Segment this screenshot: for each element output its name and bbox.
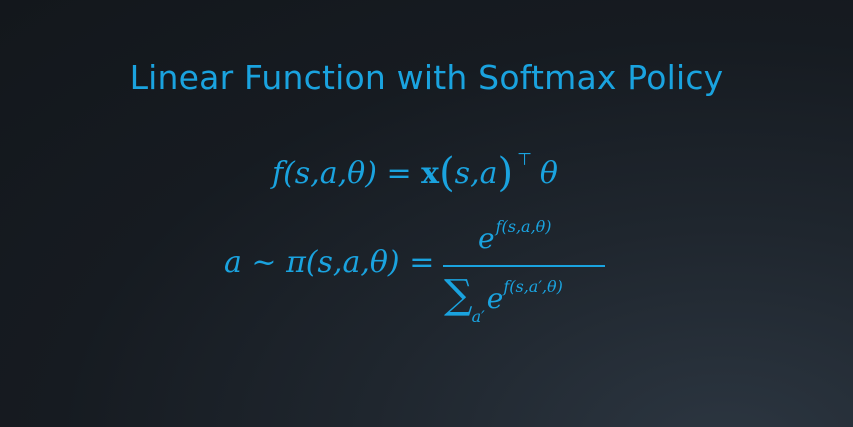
eq1-args: s,a — [454, 156, 498, 191]
eq2-lhs: a ~ π(s,a,θ) — [224, 245, 400, 280]
softmax-numerator — [478, 217, 552, 255]
eq1-equals: = — [386, 156, 412, 191]
equation-softmax-lhs — [224, 245, 434, 280]
eq1-theta: θ — [539, 156, 558, 191]
sum-subscript: a′ — [471, 307, 485, 326]
eq1-lhs: f(s,a,θ) — [272, 156, 377, 191]
eq1-feature-vector: x — [421, 156, 440, 191]
eq1-transpose: ⊤ — [517, 150, 532, 170]
slide-title: Linear Function with Softmax Policy — [129, 58, 724, 97]
denominator-base: e — [486, 282, 504, 315]
sum-symbol: ∑ — [444, 272, 473, 318]
softmax-denominator — [444, 272, 563, 326]
fraction-bar — [443, 265, 605, 267]
equation-linear-function — [272, 147, 558, 196]
denominator-exponent: f(s,a′,θ) — [503, 277, 563, 296]
numerator-exponent: f(s,a,θ) — [495, 217, 552, 236]
numerator-base: e — [478, 222, 495, 255]
softmax-fraction — [440, 210, 605, 325]
eq1-close-paren: ) — [497, 150, 514, 196]
eq1-open-paren: ( — [439, 150, 455, 196]
eq2-equals: = — [409, 245, 435, 280]
